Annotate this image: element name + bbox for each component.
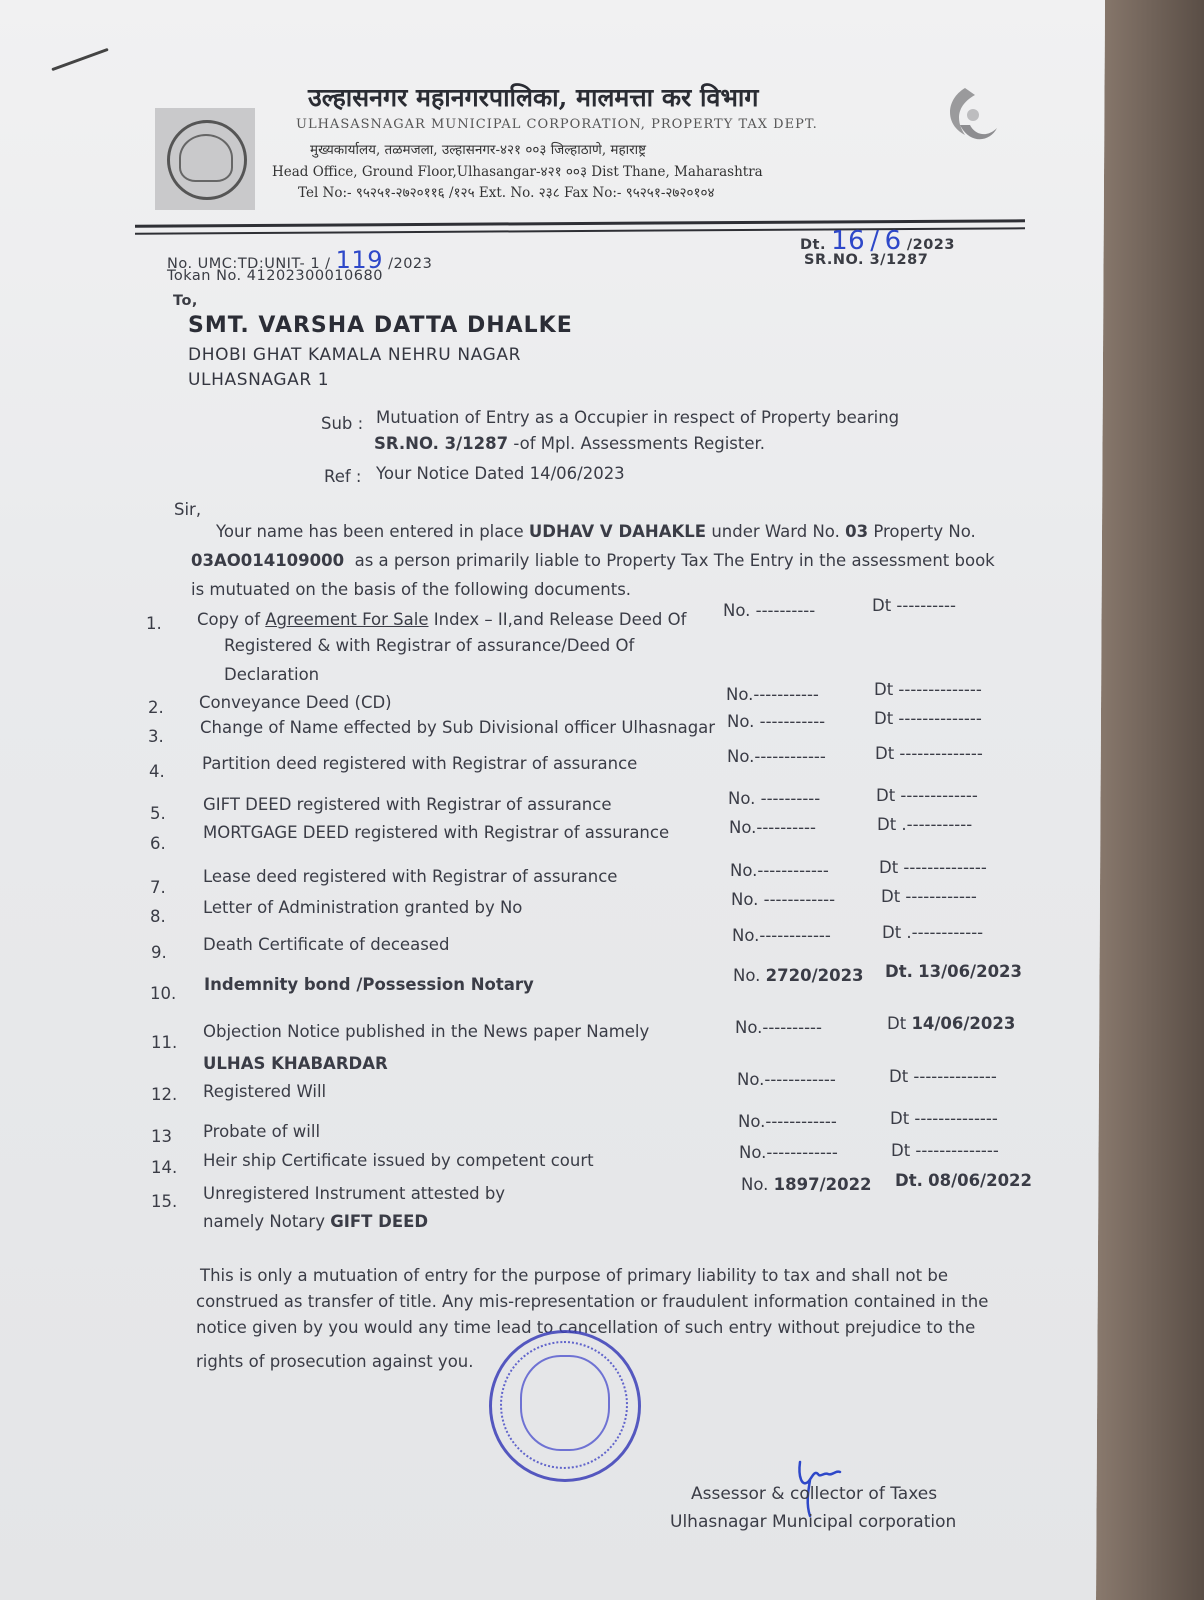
list-item-number: 4. bbox=[149, 762, 165, 781]
list-item-dt: Dt -------------- bbox=[875, 744, 983, 763]
official-seal-stamp bbox=[489, 1330, 641, 1482]
list-item-dt: Dt ------------- bbox=[876, 786, 978, 805]
table-surface bbox=[1094, 0, 1204, 1600]
header-title-english: ULHASASNAGAR MUNICIPAL CORPORATION, PROPERTY TAX DEPT. bbox=[296, 117, 818, 132]
list-item-text: Heir ship Certificate issued by competent court bbox=[203, 1151, 594, 1170]
reference-number: No. UMC:TD:UNIT- 1 / 119 /2023 bbox=[167, 246, 433, 274]
list-item-text: Partition deed registered with Registrar of assurance bbox=[202, 754, 638, 773]
note-line3: notice given by you would any time lead to cancellation of such entry without prejudice to the bbox=[196, 1318, 976, 1337]
header-address-english: Head Office, Ground Floor,Ulhasangar-४२१ ००३ Dist Thane, Maharashtra bbox=[272, 164, 763, 180]
list-item-dt: Dt -------------- bbox=[890, 1109, 998, 1128]
list-item-number: 2. bbox=[148, 698, 164, 717]
list-item-no: No.------------ bbox=[732, 926, 831, 945]
recipient-name: SMT. VARSHA DATTA DHALKE bbox=[188, 313, 573, 338]
list-item-number: 12. bbox=[151, 1085, 178, 1104]
paragraph-line1: Your name has been entered in place UDHAV V DAHAKLE under Ward No. 03 Property No. bbox=[216, 522, 976, 541]
list-item-no: No. ---------- bbox=[728, 789, 821, 808]
sr-number: SR.NO. 3/1287 bbox=[804, 252, 929, 268]
reference-label: Ref : bbox=[324, 467, 362, 486]
list-item-text: Registered Will bbox=[203, 1082, 327, 1101]
list-item-no: No.---------- bbox=[735, 1018, 822, 1037]
corporation-emblem-icon bbox=[155, 108, 255, 210]
list-item-number: 1. bbox=[146, 614, 162, 633]
list-item-no: No. 2720/2023 bbox=[733, 966, 864, 985]
list-item-dt: Dt. 08/06/2022 bbox=[895, 1171, 1033, 1190]
list-item-text: Declaration bbox=[224, 665, 320, 684]
list-item-number: 8. bbox=[150, 907, 166, 926]
list-item-text: GIFT DEED registered with Registrar of assurance bbox=[203, 795, 612, 814]
list-item-dt: Dt. 13/06/2023 bbox=[885, 962, 1023, 981]
recipient-address-line1: DHOBI GHAT KAMALA NEHRU NAGAR bbox=[188, 345, 522, 365]
list-item-number: 6. bbox=[150, 834, 166, 853]
list-item-number: 3. bbox=[148, 727, 164, 746]
list-item-no: No. 1897/2022 bbox=[741, 1175, 872, 1194]
list-item-number: 15. bbox=[151, 1192, 178, 1211]
list-item-dt: Dt -------------- bbox=[891, 1141, 999, 1160]
list-item-text: Objection Notice published in the News paper Namely bbox=[203, 1022, 650, 1041]
salutation: Sir, bbox=[174, 500, 202, 519]
tax-dept-logo-icon bbox=[935, 80, 1005, 165]
list-item-no: No.------------ bbox=[727, 747, 826, 766]
list-item-number: 10. bbox=[150, 984, 177, 1003]
header-contact: Tel No:- ९५२५१-२७२०११६ /१२५ Ext. No. २३८ Fax No:- ९५२५१-२७२०१०४ bbox=[298, 185, 715, 201]
list-item-number: 13 bbox=[151, 1127, 172, 1146]
subject-line2: SR.NO. 3/1287 -of Mpl. Assessments Register. bbox=[374, 434, 766, 453]
letter-date: Dt. 16 / 6 /2023 bbox=[800, 226, 955, 256]
subject-line1: Mutuation of Entry as a Occupier in respect of Property bearing bbox=[376, 408, 900, 427]
list-item-text: Lease deed registered with Registrar of assurance bbox=[203, 867, 618, 886]
list-item-no: No.------------ bbox=[730, 861, 829, 880]
list-item-no: No.------------ bbox=[739, 1143, 838, 1162]
list-item-dt: Dt -------------- bbox=[879, 858, 987, 877]
paragraph-line2: 03AO014109000 as a person primarily liable to Property Tax The Entry in the assessment book bbox=[191, 551, 995, 570]
list-item-dt: Dt 14/06/2023 bbox=[887, 1014, 1016, 1033]
list-item-number: 9. bbox=[151, 943, 167, 962]
list-item-number: 5. bbox=[150, 804, 166, 823]
list-item-no: No. ---------- bbox=[723, 601, 816, 620]
reference-text: Your Notice Dated 14/06/2023 bbox=[376, 464, 625, 483]
subject-label: Sub : bbox=[321, 414, 364, 433]
recipient-address-line2: ULHASNAGAR 1 bbox=[188, 370, 330, 390]
note-line2: construed as transfer of title. Any mis-representation or fraudulent information contained in the bbox=[196, 1292, 989, 1311]
list-item-number: 7. bbox=[150, 878, 166, 897]
list-item-no: No. ------------ bbox=[731, 890, 836, 909]
list-item-dt: Dt -------------- bbox=[874, 709, 982, 728]
paragraph-line3: is mutuated on the basis of the following documents. bbox=[191, 580, 632, 599]
list-item-no: No.------------ bbox=[738, 1112, 837, 1131]
handwritten-number: 119 bbox=[335, 246, 383, 274]
note-line1: This is only a mutuation of entry for the purpose of primary liability to tax and shall not be bbox=[200, 1266, 948, 1285]
signatory-organization: Ulhasnagar Municipal corporation bbox=[670, 1512, 957, 1532]
list-item-text: Change of Name effected by Sub Divisional officer Ulhasnagar bbox=[200, 718, 716, 737]
token-number: Tokan No. 41202300010680 bbox=[167, 268, 383, 284]
list-item-no: No.------------ bbox=[737, 1070, 836, 1089]
list-item-dt: Dt ---------- bbox=[872, 596, 956, 615]
list-item-no: No. ----------- bbox=[727, 712, 826, 731]
list-item-dt: Dt .----------- bbox=[877, 815, 973, 834]
list-item-dt: Dt -------------- bbox=[889, 1067, 997, 1086]
list-item-dt: Dt -------------- bbox=[874, 680, 982, 699]
list-item-no: No.----------- bbox=[726, 685, 819, 704]
list-item-text: namely Notary GIFT DEED bbox=[203, 1212, 429, 1231]
list-item-text: ULHAS KHABARDAR bbox=[203, 1054, 388, 1073]
list-item-number: 14. bbox=[151, 1158, 178, 1177]
list-item-text: Conveyance Deed (CD) bbox=[199, 693, 392, 712]
list-item-dt: Dt ------------ bbox=[881, 887, 977, 906]
list-item-number: 11. bbox=[151, 1033, 178, 1052]
list-item-text: Registered & with Registrar of assurance/Deed Of bbox=[224, 636, 635, 655]
note-line4: rights of prosecution against you. bbox=[196, 1352, 474, 1371]
list-item-text: Copy of Agreement For Sale Index – II,and Release Deed Of bbox=[197, 610, 687, 629]
list-item-dt: Dt .------------ bbox=[882, 923, 984, 942]
list-item-text: MORTGAGE DEED registered with Registrar of assurance bbox=[203, 823, 670, 842]
list-item-text: Letter of Administration granted by No bbox=[203, 898, 523, 917]
list-item-text: Probate of will bbox=[203, 1122, 321, 1141]
to-label: To, bbox=[173, 293, 198, 309]
signatory-title: Assessor & collector of Taxes bbox=[691, 1484, 938, 1504]
header-address-marathi: मुख्यकार्यालय, तळमजला, उल्हासनगर-४२१ ००३ जिल्हाठाणे, महाराष्ट्र bbox=[310, 142, 647, 158]
list-item-text: Unregistered Instrument attested by bbox=[203, 1184, 506, 1203]
header-title-marathi: उल्हासनगर महानगरपालिका, मालमत्ता कर विभाग bbox=[308, 83, 759, 112]
list-item-no: No.---------- bbox=[729, 818, 816, 837]
list-item-text: Death Certificate of deceased bbox=[203, 935, 450, 954]
list-item-text: Indemnity bond /Possession Notary bbox=[204, 975, 534, 994]
